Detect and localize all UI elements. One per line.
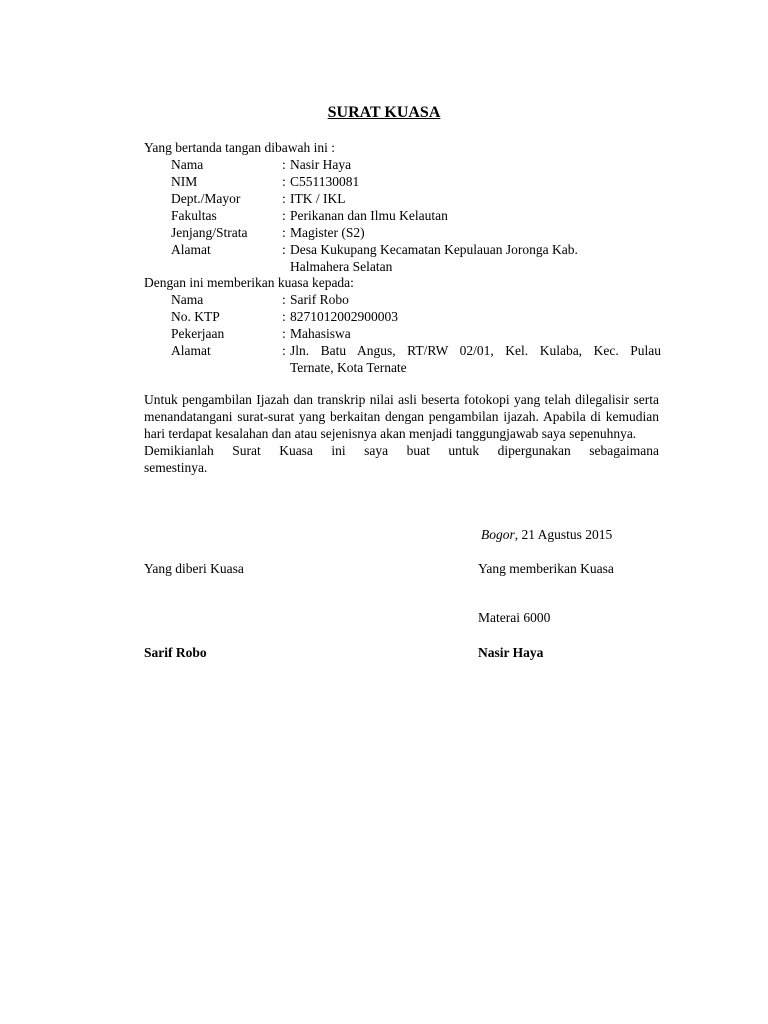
receiver-field-colon: : bbox=[282, 343, 286, 358]
giver-field-value bbox=[290, 173, 661, 190]
receiver-field-value bbox=[290, 308, 661, 325]
giver-field-label: Alamat bbox=[171, 242, 211, 257]
receiver-field-value-line: Jln. Batu Angus, RT/RW 02/01, Kel. Kulaba, Kec. Pulau bbox=[290, 343, 661, 358]
giver-field-value-line: Magister (S2) bbox=[290, 225, 365, 240]
giver-field-colon: : bbox=[282, 225, 286, 240]
giver-heading: Yang memberikan Kuasa bbox=[478, 561, 614, 576]
giver-field-value-line: Perikanan dan Ilmu Kelautan bbox=[290, 208, 448, 223]
giver-field-colon: : bbox=[282, 157, 286, 172]
giver-field-value-line: Halmahera Selatan bbox=[290, 259, 393, 274]
giver-field-label: NIM bbox=[171, 174, 198, 189]
receiver-signature-name: Sarif Robo bbox=[144, 645, 207, 660]
receiver-field-value-line: Ternate, Kota Ternate bbox=[290, 360, 407, 375]
paragraph-purpose: Untuk pengambilan Ijazah dan transkrip nilai asli beserta fotokopi yang telah dilegalisir serta menandatangani surat-surat yang berkaitan dengan pengambilan ijazah. Apabila di kemudian hari terdapat kesalahan dan atau sejenisnya akan menjadi tanggungjawab saya sepenuhnya. bbox=[144, 392, 659, 441]
giver-field-value-line: Desa Kukupang Kecamatan Kepulauan Joronga Kab. bbox=[290, 242, 578, 257]
giver-field-value-line: Nasir Haya bbox=[290, 157, 352, 172]
receiver-field-row bbox=[171, 325, 661, 342]
giver-field-label: Jenjang/Strata bbox=[171, 225, 248, 240]
giver-field-row bbox=[171, 156, 661, 173]
paragraph-closing-line-1: Demikianlah Surat Kuasa ini saya buat untuk dipergunakan sebagaimana bbox=[144, 443, 659, 458]
giver-field-row bbox=[171, 241, 661, 275]
receiver-field-colon: : bbox=[282, 292, 286, 307]
giver-field-row bbox=[171, 224, 661, 241]
giver-field-value bbox=[290, 156, 661, 173]
receiver-field-value-line: 8271012002900003 bbox=[290, 309, 398, 324]
letter-title: SURAT KUASA bbox=[327, 104, 441, 121]
giver-field-label: Fakultas bbox=[171, 208, 217, 223]
giver-signature-name: Nasir Haya bbox=[478, 645, 544, 660]
giver-field-colon: : bbox=[282, 174, 286, 189]
giver-fields bbox=[171, 156, 661, 275]
giver-field-row bbox=[171, 173, 661, 190]
receiver-field-label: Pekerjaan bbox=[171, 326, 225, 341]
paragraph-closing-line-2: semestinya. bbox=[144, 460, 208, 475]
place-city: Bogor bbox=[481, 527, 515, 542]
receiver-field-row bbox=[171, 342, 661, 376]
receiver-field-colon: : bbox=[282, 326, 286, 341]
receiver-field-row bbox=[171, 308, 661, 325]
receiver-fields bbox=[171, 291, 661, 376]
receiver-field-label: No. KTP bbox=[171, 309, 220, 324]
giver-field-label: Nama bbox=[171, 157, 204, 172]
giver-field-colon: : bbox=[282, 191, 286, 206]
giver-field-value bbox=[290, 207, 661, 224]
giver-field-value bbox=[290, 224, 661, 241]
giver-field-value bbox=[290, 190, 661, 207]
giver-field-colon: : bbox=[282, 208, 286, 223]
body-paragraphs bbox=[144, 391, 659, 476]
giver-field-value-line: ITK / IKL bbox=[290, 191, 346, 206]
giver-field-row bbox=[171, 190, 661, 207]
intro-giver: Yang bertanda tangan dibawah ini : bbox=[144, 140, 335, 155]
stamp-note: Materai 6000 bbox=[478, 610, 551, 625]
giver-field-colon: : bbox=[282, 242, 286, 257]
intro-receiver: Dengan ini memberikan kuasa kepada: bbox=[144, 275, 354, 290]
receiver-field-row bbox=[171, 291, 661, 308]
letter-date: , 21 Agustus 2015 bbox=[514, 527, 613, 542]
receiver-field-value bbox=[290, 291, 661, 308]
giver-field-value bbox=[290, 241, 661, 275]
receiver-field-label: Nama bbox=[171, 292, 204, 307]
receiver-field-value bbox=[290, 342, 661, 376]
giver-field-value-line: C551130081 bbox=[290, 174, 360, 189]
place-date bbox=[481, 526, 612, 543]
receiver-heading: Yang diberi Kuasa bbox=[144, 561, 244, 576]
receiver-field-label: Alamat bbox=[171, 343, 211, 358]
receiver-field-value-line: Sarif Robo bbox=[290, 292, 349, 307]
giver-field-label: Dept./Mayor bbox=[171, 191, 241, 206]
receiver-field-colon: : bbox=[282, 309, 286, 324]
receiver-field-value-line: Mahasiswa bbox=[290, 326, 351, 341]
giver-field-row bbox=[171, 207, 661, 224]
receiver-field-value bbox=[290, 325, 661, 342]
paragraph-closing bbox=[144, 442, 659, 476]
